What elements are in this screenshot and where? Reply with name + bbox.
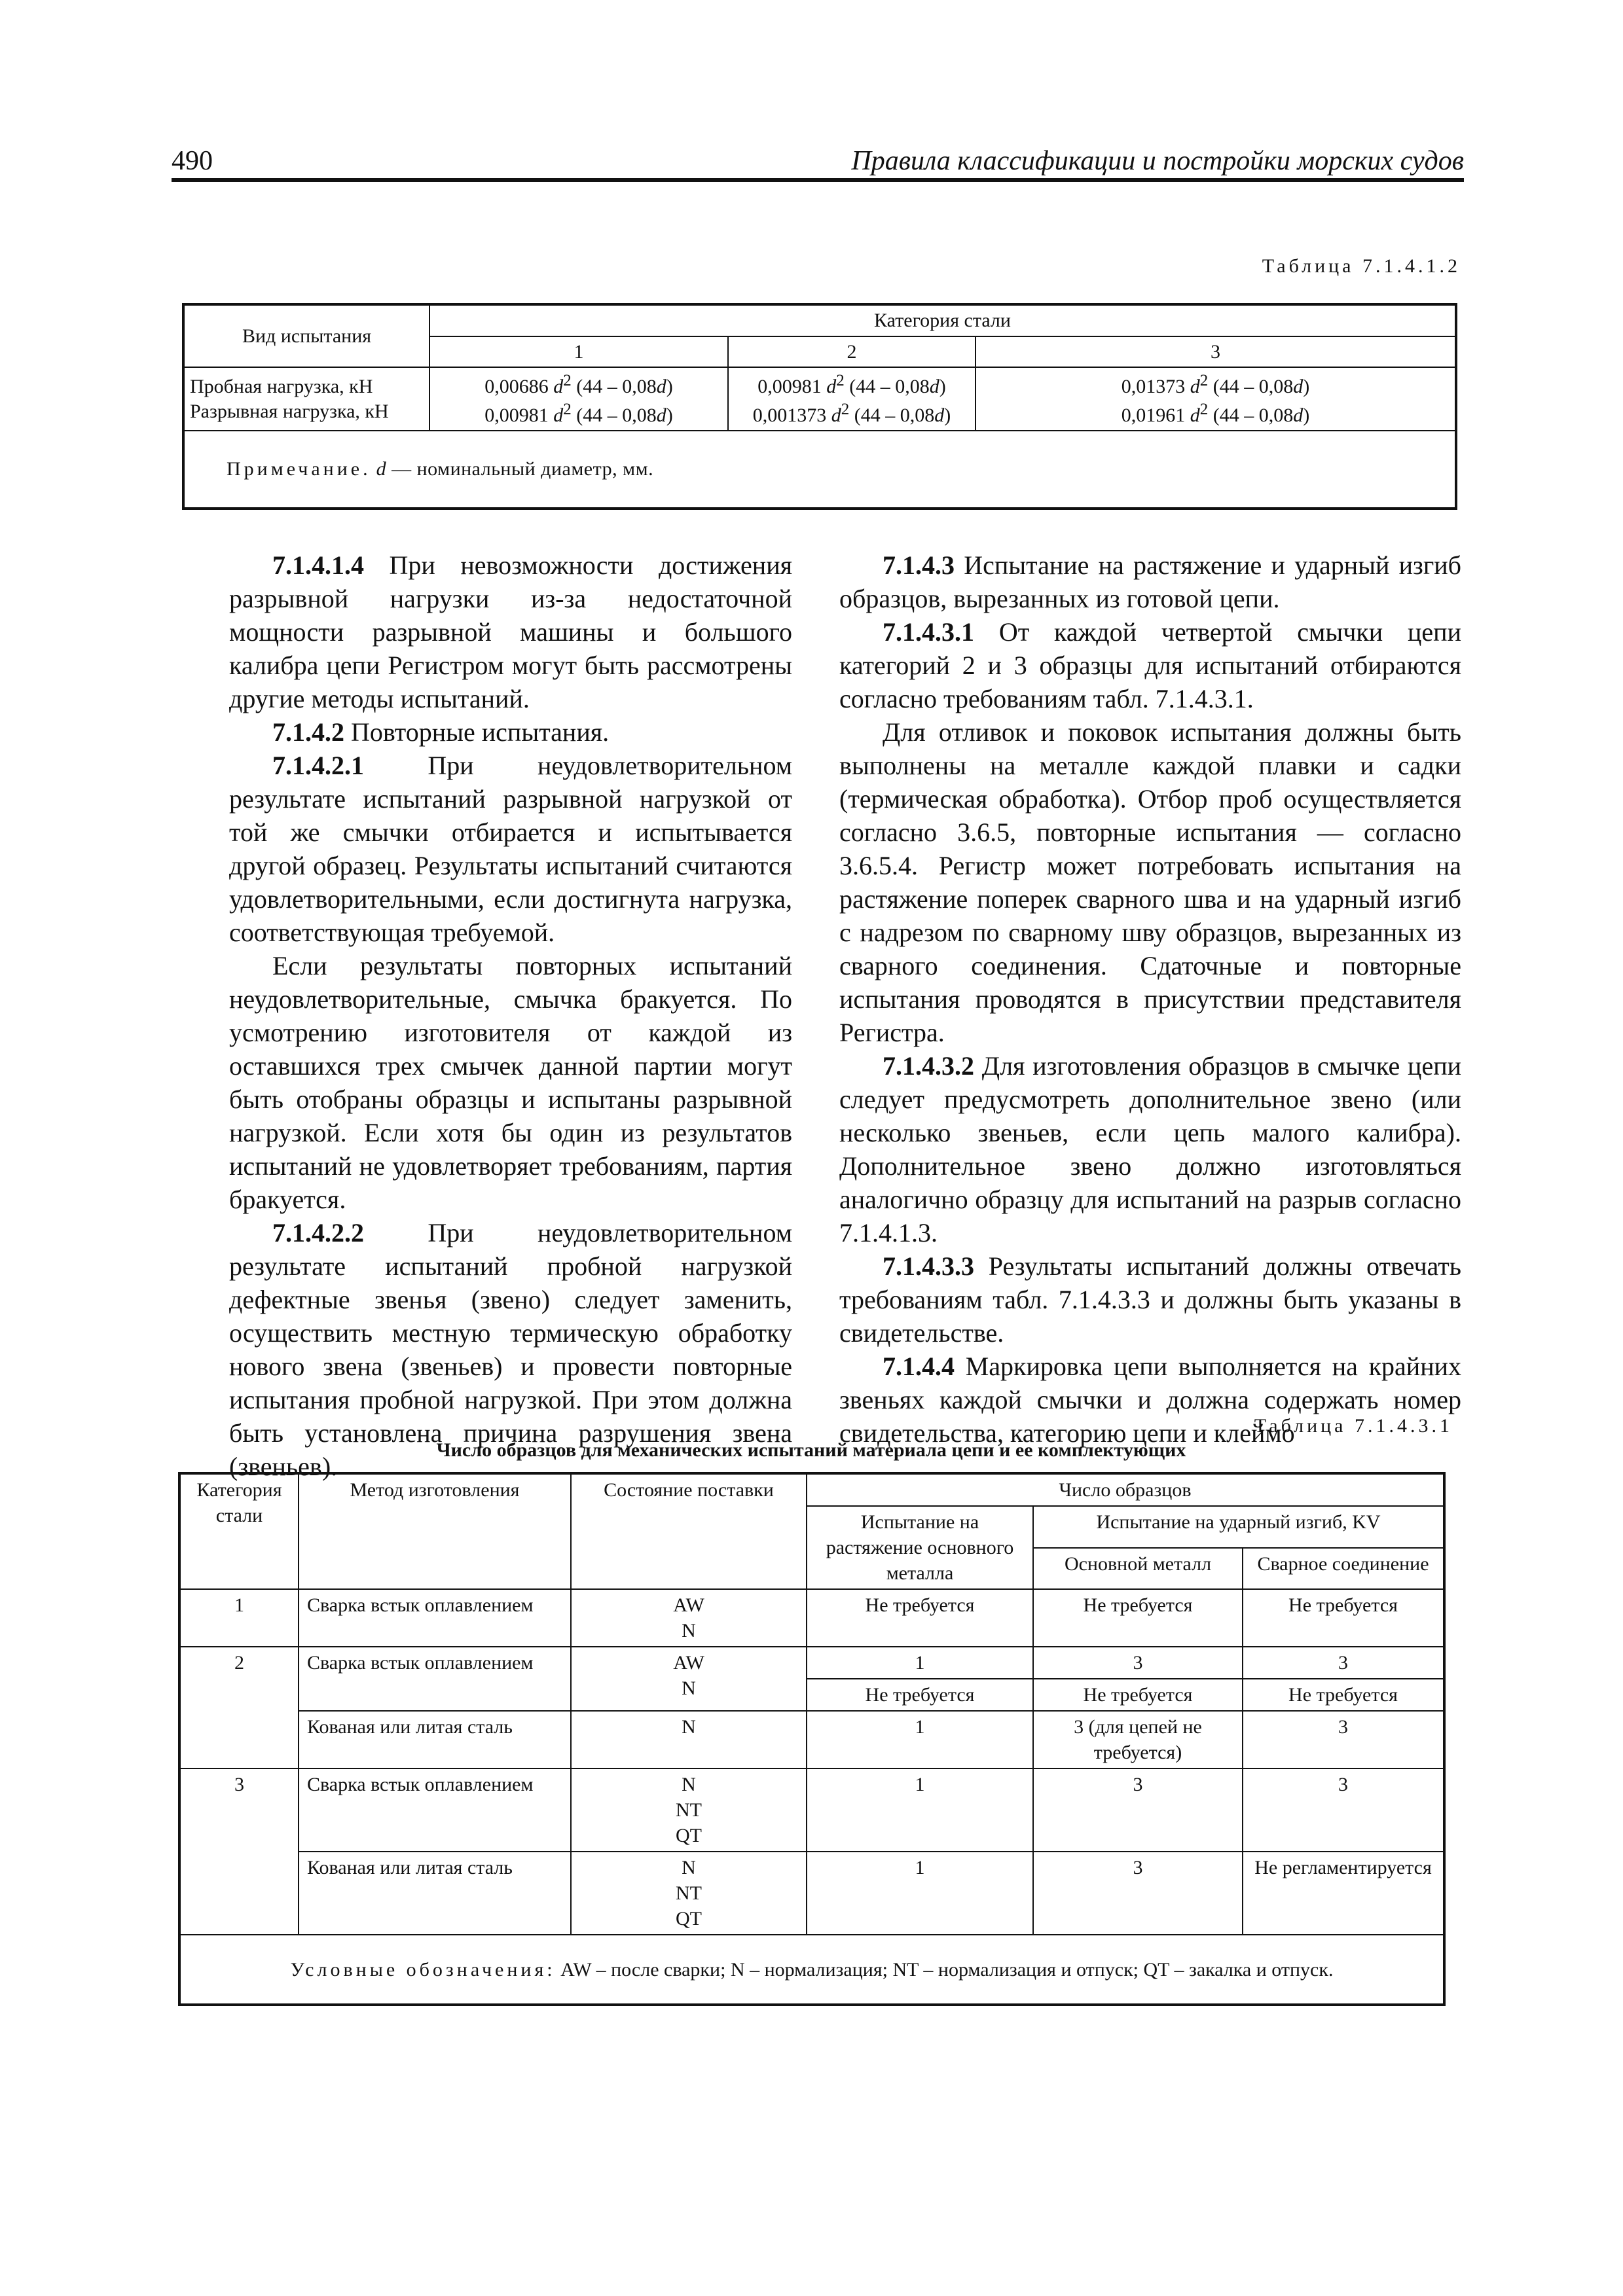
paragraph: 7.1.4.2 Повторные испытания. [272, 717, 610, 747]
t1-cat3-cell: 0,01373 $d^2$ (44 – 0,08d) 0,01961 $d^2$ (44 – 0,08d) [976, 367, 1456, 431]
t1-note-label: Примечание. [227, 458, 371, 480]
body-column-right [839, 548, 1461, 1450]
table2-caption: Таблица 7.1.4.3.1 [1254, 1415, 1453, 1437]
t2-h-weld: Сварное соединение [1243, 1548, 1444, 1590]
table2-title: Число образцов для механических испытаний материала цепи и ее комплектующих [436, 1439, 1186, 1461]
paragraph: 7.1.4.4 Маркировка цепи выполняется на крайних звеньях каждой смычки и должна содержать номер свидетельства, категорию цепи и клеймо [839, 1352, 1462, 1448]
paragraph: 7.1.4.3 Испытание на растяжение и ударный изгиб образцов, вырезанных из готовой цепи. [839, 550, 1461, 613]
table-row: Кованая или литая сталь N 1 3 (для цепей не требуется) 3 [179, 1711, 1444, 1768]
paragraph: 7.1.4.3.3 Результаты испытаний должны отвечать требованиям табл. 7.1.4.3.3 и должны быть указаны в свидетельстве. [839, 1251, 1461, 1348]
t1-header-type: Вид испытания [183, 304, 429, 367]
t1-row-labels [183, 367, 429, 431]
table-row: Не требуется Не требуется Не требуется [179, 1679, 1444, 1711]
table1-test-loads [182, 303, 1457, 510]
t1-cat2-cell: 0,00981 $d^2$ (44 – 0,08d) 0,001373 $d^2$ (44 – 0,08d) [728, 367, 976, 431]
t1-c3-break: 0,01961 [1121, 404, 1186, 426]
paragraph: 7.1.4.2.1 При неудовлетворительном результате испытаний разрывной нагрузкой от той же смычки отбирается и испытывается другой образец. Результаты испытаний считаются удовлетворительными, если достигнута нагрузка, соответствующая требуемой. [229, 751, 792, 947]
paragraph: Для отливок и поковок испытания должны быть выполнены на металле каждой плавки и садки (термическая обработка). Отбор проб осуществляется согласно 3.6.5, повторные испытания — согласно 3.6.5.4. Регистр может потребовать испытания на растяжение поперек сварного шва и на ударный изгиб с надрезом по сварному шву образцов, вырезанных из сварного соединения. Сдаточные и повторные испытания проводятся в присутствии представителя Регистра. [839, 717, 1461, 1047]
t1-data-row [183, 367, 1456, 431]
table-row: 1 Сварка встык оплавлением AW N Не требуется Не требуется Не требуется [179, 1589, 1444, 1647]
t1-c1-break: 0,00981 [484, 404, 549, 426]
table-row: 2 Сварка встык оплавлением AW N 1 3 3 [179, 1647, 1444, 1679]
paragraph: 7.1.4.3.2 Для изготовления образцов в смычке цепи следует предусмотреть дополнительное звено (или несколько звеньев, если цепь малого калибра). Дополнительное звено должно изготовляться аналогично образцу для испытаний на разрыв согласно 7.1.4.1.3. [839, 1051, 1462, 1247]
paragraph: 7.1.4.3.1 От каждой четвертой смычки цепи категорий 2 и 3 образцы для испытаний отбираются согласно требованиям табл. 7.1.4.3.1. [839, 617, 1461, 713]
table2-sample-count [178, 1472, 1446, 2006]
table-row: Кованая или литая сталь N NT QT 1 3 Не регламентируется [179, 1852, 1444, 1935]
t2-legend-label: Условные обозначения: [290, 1958, 556, 1981]
t1-note: Примечание. d — номинальный диаметр, мм. [183, 431, 1456, 509]
t1-c1-load: 0,00686 [484, 376, 549, 397]
header-rule [172, 178, 1464, 182]
t2-h-impact: Испытание на ударный изгиб, KV [1033, 1506, 1444, 1548]
t2-h-base: Основной металл [1033, 1548, 1243, 1590]
paragraph: 7.1.4.2.2 При неудовлетворительном результате испытаний пробной нагрузкой дефектные звенья (звено) следует заменить, осуществить местную термическую обработку нового звена (звеньев) и провести повторные испытания пробной нагрузкой. При этом должна быть установлена причина разрушения звена (звеньев). [229, 1218, 792, 1481]
t2-legend [179, 1935, 1444, 2005]
t2-h-tension: Испытание на растяжение основного металла [807, 1506, 1033, 1589]
t2-h-method: Метод изготовления [299, 1473, 571, 1589]
t1-cat-2: 2 [728, 336, 976, 368]
table1-caption: Таблица 7.1.4.1.2 [1262, 255, 1461, 277]
t2-legend-text: AW – после сварки; N – нормализация; NT – нормализация и отпуск; QT – закалка и отпуск. [560, 1958, 1334, 1981]
t1-cat-1: 1 [429, 336, 728, 368]
t1-note-text: — номинальный диаметр, мм. [392, 458, 654, 480]
t1-c2-load: 0,00981 [757, 376, 822, 397]
t1-c3-load: 0,01373 [1121, 376, 1186, 397]
t1-header-category: Категория стали [429, 304, 1456, 336]
t2-h-condition: Состояние поставки [571, 1473, 807, 1589]
t1-label-break: Разрывная нагрузка, кН [190, 400, 389, 422]
body-column-left [229, 548, 792, 1483]
page-number: 490 [172, 146, 213, 176]
t1-label-proof: Пробная нагрузка, кН [190, 376, 373, 397]
paragraph: Если результаты повторных испытаний неудовлетворительные, смычка бракуется. По усмотрению изготовителя от каждой из оставшихся трех смычек данной партии могут быть отобраны образцы и испытаны разрывной нагрузкой. Если хотя бы один из результатов испытаний не удовлетворяет требованиям, партия бракуется. [229, 951, 792, 1214]
t1-cat-3: 3 [976, 336, 1456, 368]
table-row: 3 Сварка встык оплавлением N NT QT 1 3 3 [179, 1768, 1444, 1852]
running-title: Правила классификации и постройки морских судов [851, 146, 1464, 176]
t1-cat1-cell: 0,00686 $d^2$ (44 – 0,08d) 0,00981 $d^2$ (44 – 0,08d) [429, 367, 728, 431]
paragraph: 7.1.4.1.4 При невозможности достижения разрывной нагрузки из-за недостаточной мощности разрывной машины и большого калибра цепи Регистром могут быть рассмотрены другие методы испытаний. [229, 550, 792, 713]
t2-h-category: Категория стали [179, 1473, 299, 1589]
t1-c2-break: 0,001373 [752, 404, 827, 426]
t2-h-count: Число образцов [807, 1473, 1444, 1506]
